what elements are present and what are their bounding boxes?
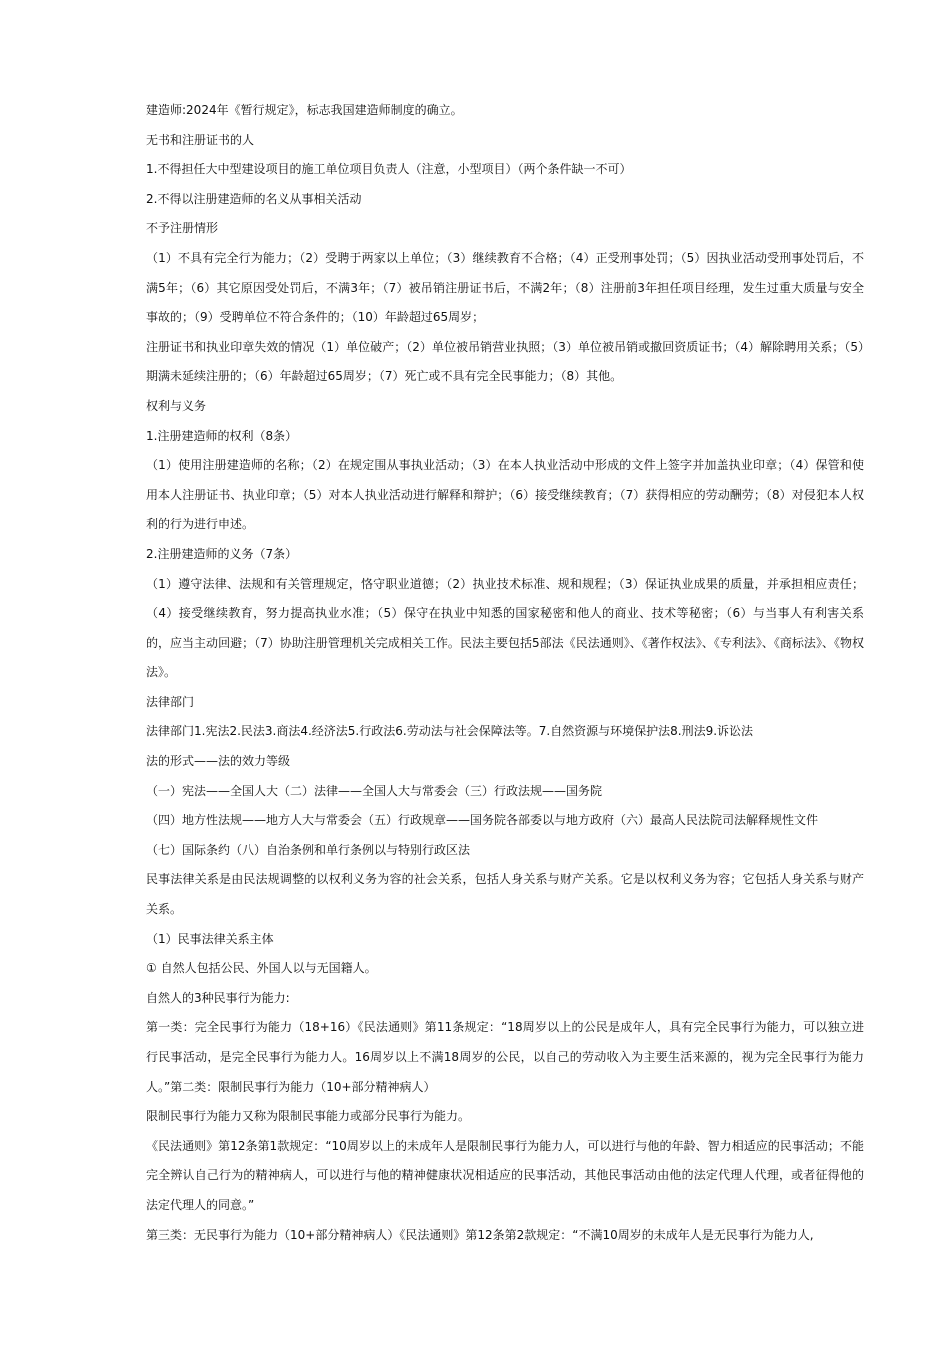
paragraph-2: 无书和注册证书的人: [146, 132, 255, 147]
paragraph-26: 第三类：无民事行为能力（10+部分精神病人）《民法通则》第12条第2款规定：“不满10周岁的未成年人是无民事行为能力人,: [146, 1227, 814, 1242]
paragraph-3: 1.不得担任大中型建设项目的施工单位项目负责人（注意，小型项目）（两个条件缺一不可）: [146, 162, 632, 177]
paragraph-5: 不予注册情形: [146, 221, 219, 236]
paragraph-4: 2.不得以注册建造师的名义从事相关活动: [146, 191, 362, 206]
paragraph-1: 建造师:2024年《暂行规定》，标志我国建造师制度的确立。: [146, 103, 463, 117]
paragraph-11: 2.注册建造师的义务（7条）: [146, 546, 298, 561]
paragraph-7: 注册证书和执业印章失效的情况（1）单位破产；（2）单位被吊销营业执照；（3）单位被吊销或撤回资质证书；（4）解除聘用关系；（5）期满未延续注册的；（6）年龄超过65周岁；（7）死亡或不具有完全民事能力；（8）其他。: [146, 339, 864, 384]
paragraph-8: 权利与义务: [146, 398, 207, 413]
paragraph-12: （1）遵守法律、法规和有关管理规定，恪守职业道德；（2）执业技术标准、规和规程；（3）保证执业成果的质量，并承担相应责任；（4）接受继续教育，努力提高执业水准；（5）保守在执业中知悉的国家秘密和他人的商业、技术等秘密；（6）与当事人有利害关系的，应当主动回避；（7）协助注册管理机关完成相关工作。民法主要包括5部法《民法通则》、《著作权法》、《专利法》、《商标法》、《物权法》。: [146, 576, 864, 680]
paragraph-17: （四）地方性法规——地方人大与常委会（五）行政规章——国务院各部委以与地方政府（六）最高人民法院司法解释规性文件: [146, 813, 819, 828]
paragraph-14: 法律部门1.宪法2.民法3.商法4.经济法5.行政法6.劳动法与社会保障法等。7.自然资源与环境保护法8.刑法9.诉讼法: [146, 724, 754, 739]
paragraph-20: （1）民事法律关系主体: [146, 931, 274, 946]
paragraph-21: ① 自然人包括公民、外国人以与无国籍人。: [146, 961, 377, 976]
paragraph-15: 法的形式——法的效力等级: [146, 754, 291, 769]
paragraph-25: 《民法通则》第12条第1款规定：“10周岁以上的未成年人是限制民事行为能力人，可以进行与他的年龄、智力相适应的民事活动；不能完全辨认自己行为的精神病人，可以进行与他的精神健康状况相适应的民事活动，其他民事活动由他的法定代理人代理，或者征得他的法定代理人的同意。”: [146, 1138, 864, 1212]
paragraph-24: 限制民事行为能力又称为限制民事能力或部分民事行为能力。: [146, 1109, 471, 1124]
document-page: [146, 96, 864, 1250]
paragraph-18: （七）国际条约（八）自治条例和单行条例以与特别行政区法: [146, 842, 471, 857]
paragraph-6: （1）不具有完全行为能力；（2）受聘于两家以上单位；（3）继续教育不合格；（4）正受刑事处罚；（5）因执业活动受刑事处罚后，不满5年；（6）其它原因受处罚后，不满3年；（7）被吊销注册证书后，不满2年；（8）注册前3年担任项目经理，发生过重大质量与安全事故的；（9）受聘单位不符合条件的；（10）年龄超过65周岁；: [146, 250, 864, 325]
paragraph-19: 民事法律关系是由民法规调整的以权利义务为容的社会关系，包括人身关系与财产关系。它是以权利义务为容；它包括人身关系与财产关系。: [146, 872, 864, 917]
paragraph-10: （1）使用注册建造师的名称；（2）在规定围从事执业活动；（3）在本人执业活动中形成的文件上签字并加盖执业印章；（4）保管和使用本人注册证书、执业印章；（5）对本人执业活动进行解释和辩护；（6）接受继续教育；（7）获得相应的劳动酬劳；（8）对侵犯本人权利的行为进行申述。: [146, 458, 864, 532]
paragraph-23: 第一类：完全民事行为能力（18+16）《民法通则》第11条规定：“18周岁以上的公民是成年人，具有完全民事行为能力，可以独立进行民事活动，是完全民事行为能力人。16周岁以上不满18周岁的公民，以自己的劳动收入为主要生活来源的，视为完全民事行为能力人。”第二类：限制民事行为能力（10+部分精神病人）: [146, 1020, 864, 1094]
paragraph-16: （一）宪法——全国人大（二）法律——全国人大与常委会（三）行政法规——国务院: [146, 783, 603, 798]
paragraph-13: 法律部门: [146, 694, 195, 709]
paragraph-9: 1.注册建造师的权利（8条）: [146, 428, 298, 443]
paragraph-22: 自然人的3种民事行为能力:: [146, 990, 290, 1005]
